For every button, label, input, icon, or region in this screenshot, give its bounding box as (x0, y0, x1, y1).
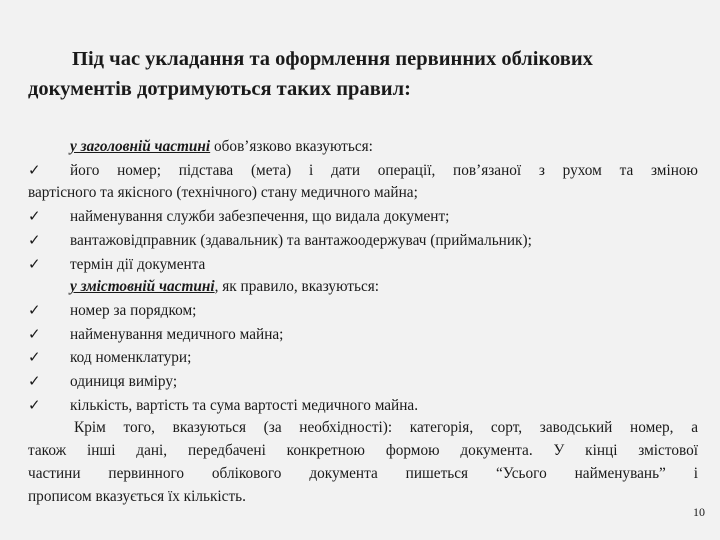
header-item-1 (28, 159, 698, 183)
check-icon: ✓ (28, 207, 41, 226)
content-item-4-text: одиниця виміру; (70, 373, 178, 391)
content-item-1 (28, 299, 698, 323)
content-item-5 (28, 394, 698, 418)
header-item-4 (28, 253, 698, 277)
header-item-1-line-2: вартісного та якісного (технічного) стану медичного майна; (28, 184, 418, 202)
content-item-1-text: номер за порядком; (70, 301, 197, 319)
content-section-intro-text: , як правило, вказуються: (214, 278, 380, 296)
header-section-term: у заголовній частині (70, 138, 211, 155)
check-icon: ✓ (28, 372, 41, 391)
check-icon: ✓ (28, 395, 41, 414)
closing-paragraph-line-2: також інші дані, передбачені конкретною формою документа. У кінці змістової (28, 442, 698, 460)
content-section-intro (28, 276, 698, 299)
closing-paragraph-line-4: прописом вказується їх кількість. (28, 487, 246, 505)
content-item-2-text: найменування медичного майна; (70, 325, 284, 343)
content-item-2 (28, 323, 698, 347)
header-section-intro (28, 136, 698, 159)
check-icon: ✓ (28, 324, 41, 343)
check-icon: ✓ (28, 300, 41, 319)
header-item-3 (28, 229, 698, 253)
header-item-3-text: вантажовідправник (здавальник) та вантажоодержувач (приймальник); (70, 231, 532, 249)
slide-title: Під час укладання та оформлення первинних облікових документів дотримуються таких правил: (28, 48, 593, 100)
closing-paragraph-line-3: частини первинного облікового документа пишеться “Усього найменувань” і (28, 464, 698, 482)
page-number: 10 (693, 505, 705, 519)
header-section-intro-text: обов’язково вказуються: (210, 138, 373, 155)
header-item-2 (28, 205, 698, 229)
check-icon: ✓ (28, 254, 41, 273)
slide-body (28, 136, 698, 508)
content-section-term: у змістовній частині (70, 278, 215, 296)
header-item-4-text: термін дії документа (70, 255, 206, 273)
check-icon: ✓ (28, 348, 41, 367)
closing-paragraph-line-1: Крім того, вказуються (за необхідності): категорія, сорт, заводський номер, а (74, 419, 698, 437)
content-item-3 (28, 346, 698, 370)
content-item-3-text: код номенклатури; (70, 349, 192, 367)
header-item-1-line-1: його номер; підстава (мета) і дати операції, пов’язаної з рухом та зміною (70, 161, 698, 179)
check-icon: ✓ (28, 230, 41, 249)
header-item-2-text: найменування служби забезпечення, що видала документ; (70, 208, 450, 226)
content-item-5-text: кількість, вартість та сума вартості медичного майна. (70, 396, 419, 414)
check-icon: ✓ (28, 160, 41, 179)
content-item-4 (28, 370, 698, 394)
